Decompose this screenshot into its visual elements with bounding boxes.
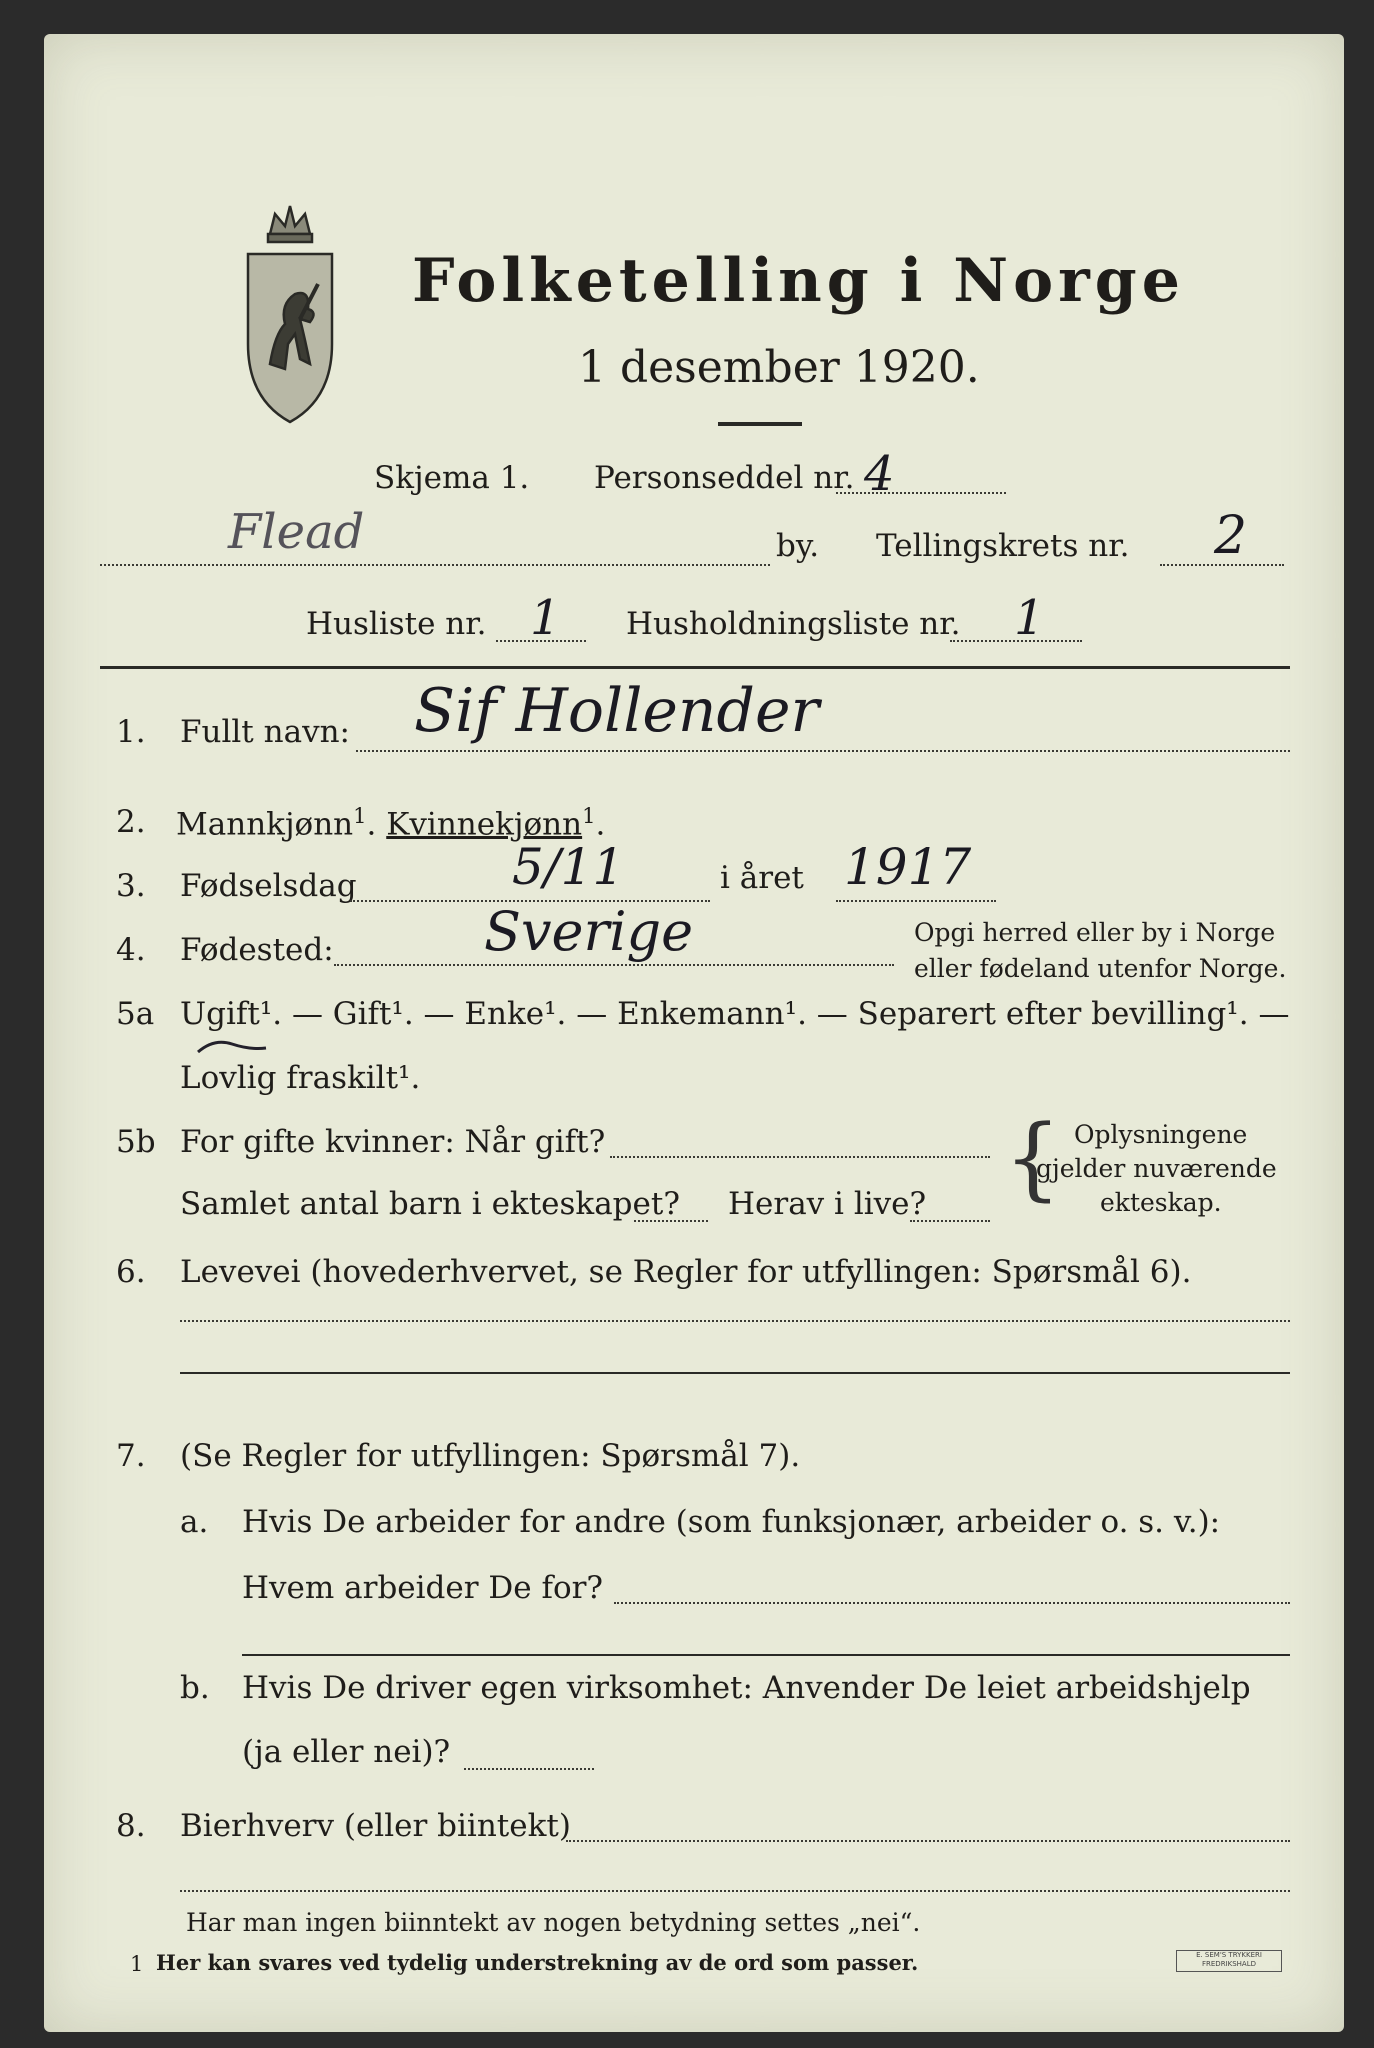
q5b-note-brace: { xyxy=(1004,1106,1062,1211)
q7b-letter: b. xyxy=(180,1670,210,1706)
q5b-note-line3: ekteskap. xyxy=(1100,1188,1222,1217)
q5a-number: 5a xyxy=(116,996,155,1032)
q4-field-line xyxy=(334,964,894,966)
title-divider xyxy=(718,422,802,426)
q5b-children-field-line xyxy=(634,1220,708,1222)
personseddel-label: Personseddel nr. xyxy=(594,460,855,496)
ugift-underline-mark xyxy=(194,1034,274,1064)
husholdningsliste-label: Husholdningsliste nr. xyxy=(626,606,961,642)
q5b-alive-field-line xyxy=(910,1220,990,1222)
q5b-alive-label: Herav i live? xyxy=(728,1186,927,1222)
q4-birthplace-value[interactable]: Sverige xyxy=(484,900,694,963)
q8-note: Har man ingen biinntekt av nogen betydning settes „nei“. xyxy=(186,1908,921,1937)
q5b-married-field-line xyxy=(610,1156,990,1158)
header-separator xyxy=(100,666,1290,669)
footnote-text: Her kan svares ved tydelig understrekning av de ord som passer. xyxy=(156,1950,919,1975)
personseddel-value[interactable]: 4 xyxy=(864,446,895,502)
q2-options: Mannkjønn$^1$. Kvinnekjønn$^1$. xyxy=(176,804,606,843)
q7b-line2: (ja eller nei)? xyxy=(242,1734,451,1770)
q8-number: 8. xyxy=(116,1808,146,1844)
q6-label: Levevei (hovederhvervet, se Regler for utfyllingen: Spørsmål 6). xyxy=(180,1254,1192,1290)
q4-number: 4. xyxy=(116,932,146,968)
q7b-line1: Hvis De driver egen virksomhet: Anvender De leiet arbeidshjelp xyxy=(242,1670,1251,1706)
census-form-page xyxy=(44,34,1344,2032)
city-value[interactable]: Flead xyxy=(228,504,365,560)
q8-field-line-1[interactable] xyxy=(566,1840,1290,1842)
q1-full-name-value[interactable]: Sif Hollender xyxy=(414,676,820,746)
q3-day-value[interactable]: 5/11 xyxy=(512,838,625,896)
q5a-options-line2[interactable]: Lovlig fraskilt¹. xyxy=(180,1060,421,1096)
city-field-line xyxy=(100,564,770,566)
q7-number: 7. xyxy=(116,1438,146,1474)
husholdningsliste-value[interactable]: 1 xyxy=(1014,590,1045,646)
q5b-children-label: Samlet antal barn i ekteskapet? xyxy=(180,1186,680,1222)
q5b-married-label: For gifte kvinner: Når gift? xyxy=(180,1124,606,1160)
q3-year-value[interactable]: 1917 xyxy=(844,838,972,896)
by-label: by. xyxy=(776,528,820,564)
q3-year-field-line xyxy=(836,900,996,902)
footnote-number: 1 xyxy=(130,1952,144,1976)
q5b-note-line1: Oplysningene xyxy=(1074,1120,1248,1149)
printer-stamp: E. SEM'S TRYKKERI FREDRIKSHALD xyxy=(1176,1950,1282,1972)
q2-number: 2. xyxy=(116,804,146,840)
form-title: Folketelling i Norge xyxy=(412,246,1185,316)
tellingskrets-value[interactable]: 2 xyxy=(1214,506,1248,566)
q7a-letter: a. xyxy=(180,1504,209,1540)
husliste-label: Husliste nr. xyxy=(306,606,487,642)
q3-number: 3. xyxy=(116,868,146,904)
norwegian-lion-coat-of-arms-icon xyxy=(240,194,340,434)
q4-label: Fødested: xyxy=(180,932,334,968)
q6-field-line-2[interactable] xyxy=(180,1372,1290,1374)
q5a-options-line1[interactable]: Ugift¹. — Gift¹. — Enke¹. — Enkemann¹. — Separert efter bevilling¹. — xyxy=(180,996,1290,1032)
q3-year-label: i året xyxy=(720,860,804,896)
q7a-line1: Hvis De arbeider for andre (som funksjonær, arbeider o. s. v.): xyxy=(242,1504,1221,1540)
husliste-value[interactable]: 1 xyxy=(530,590,561,646)
q8-field-line-2[interactable] xyxy=(180,1890,1290,1892)
q3-label: Fødselsdag xyxy=(180,868,357,904)
q7a-field-line-1[interactable] xyxy=(614,1602,1290,1604)
form-date: 1 desember 1920. xyxy=(578,342,980,393)
q1-field-line xyxy=(356,750,1290,752)
q2-female-option[interactable]: Kvinnekjønn xyxy=(386,806,583,843)
q4-note-line1: Opgi herred eller by i Norge xyxy=(914,918,1276,947)
skjema-label: Skjema 1. xyxy=(374,460,530,496)
q2-male-option[interactable]: Mannkjønn xyxy=(176,806,354,843)
q7-label: (Se Regler for utfyllingen: Spørsmål 7). xyxy=(180,1438,801,1474)
q7a-line2: Hvem arbeider De for? xyxy=(242,1570,604,1606)
q7a-field-line-2[interactable] xyxy=(242,1654,1290,1656)
q6-field-line-1[interactable] xyxy=(180,1320,1290,1322)
q1-label: Fullt navn: xyxy=(180,714,350,750)
q5b-note-line2: gjelder nuværende xyxy=(1036,1154,1277,1183)
tellingskrets-label: Tellingskrets nr. xyxy=(876,528,1130,564)
q8-label: Bierhverv (eller biintekt) xyxy=(180,1808,571,1844)
q6-number: 6. xyxy=(116,1254,146,1290)
personseddel-field-line xyxy=(836,492,1006,494)
q7b-field-line[interactable] xyxy=(464,1768,594,1770)
q1-number: 1. xyxy=(116,714,146,750)
q5b-number: 5b xyxy=(116,1124,156,1160)
q4-note-line2: eller fødeland utenfor Norge. xyxy=(914,954,1287,983)
